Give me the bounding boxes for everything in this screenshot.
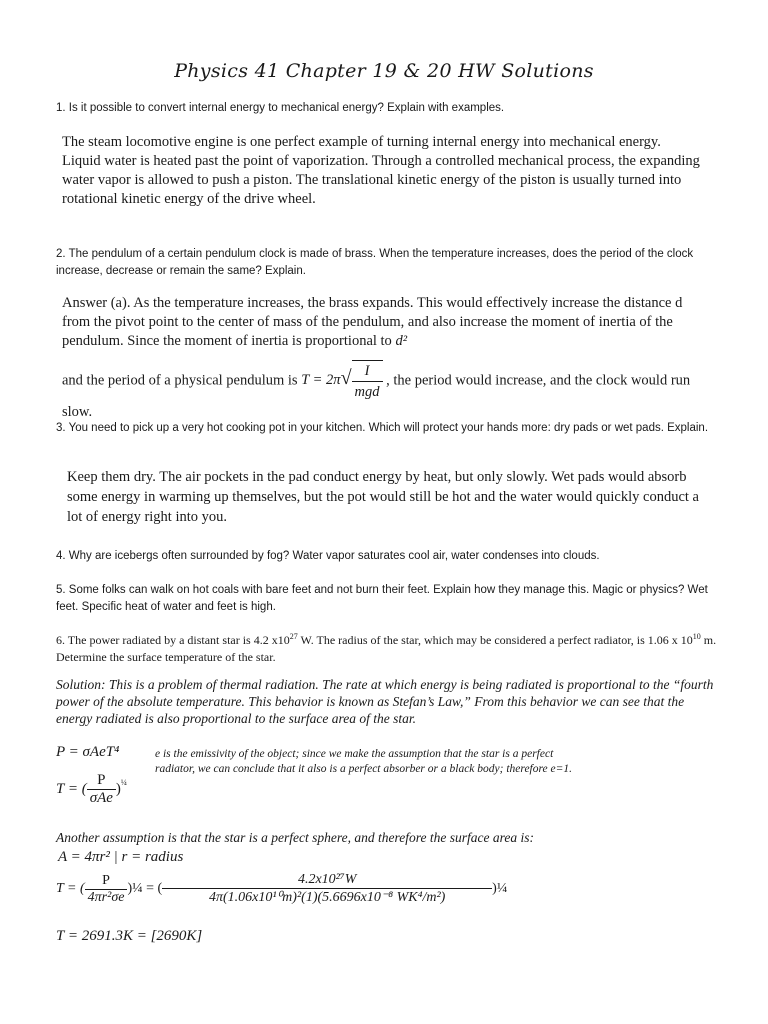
equation-area: A = 4πr² | r = radius (58, 849, 184, 865)
question-4: 4. Why are icebergs often surrounded by fog? Water vapor saturates cool air, water condenses into clouds. (56, 550, 600, 562)
solution-text: Solution: This is a problem of thermal radiation. The rate at which energy is being radiated is proportional to the “fourth power of the absolute temperature. This behavior is known as Stefan’s Law,” From this behavior we can see that the energy radiated is also proportional to the surface area of the star. (56, 677, 714, 726)
answer-1: The steam locomotive engine is one perfect example of turning internal energy into mechanical energy. Liquid water is heated past the point of vaporization. Through a controlled mechanical process, the expanding water vapor is allowed to push a piston. The translational kinetic energy of the piston is usually turned into rotational kinetic energy of the drive wheel. (62, 134, 700, 207)
period-formula: T = 2π√ $\frac{I}{\text{mgd}}$ (301, 372, 386, 388)
answer-2 (62, 294, 702, 351)
assumption-text: Another assumption is that the star is a perfect sphere, and therefore the surface area is: (56, 830, 534, 845)
question-2: 2. The pendulum of a certain pendulum clock is made of brass. When the temperature increases, does the period of the clock increase, decrease or remain the same? Explain. (56, 248, 694, 277)
emissivity-note: e is the emissivity of the object; since we make the assumption that the star is a perfect radiator, we can conclude that it also is a perfect absorber or a black body; therefore e=1. (155, 748, 573, 775)
d-squared: d² (395, 333, 408, 349)
equation-temperature: T = ( $\frac{P}{\text{σAe}}$ )$^{\frac{1}{4}}$ (56, 772, 127, 806)
answer-2-text: Answer (a). As the temperature increases, the brass expands. This would effectively increase the distance d from the pivot point to the center of mass of the pendulum, and also increase the moment of inertia of the pendulum. Since the moment of inertia is proportional to (62, 295, 683, 349)
equation-stefan-law: P = σAeT⁴ (56, 744, 120, 760)
answer-2-tail: , the period would increase, and the clock would run slow. (62, 372, 691, 420)
equation-result: T = 2691.3K = [2690K] (56, 928, 203, 944)
answer-2-lead: and the period of a physical pendulum is (62, 372, 298, 389)
question-5: 5. Some folks can walk on hot coals with bare feet and not burn their feet. Explain how they manage this. Magic or physics? Wet feet. Specific heat of water and feet is high. (56, 584, 708, 613)
question-6: 6. The power radiated by a distant star is 4.2 $x10^{27}$ W. The radius of the star, which may be considered a perfect radiator, is 1.06 x $10^{10}$ m. Determine the surface temperature of the star. (56, 632, 717, 664)
question-3: 3. You need to pick up a very hot cooking pot in your kitchen. Which will protect your hands more: dry pads or wet pads. Explain. (56, 422, 709, 434)
answer-3: Keep them dry. The air pockets in the pad conduct energy by heat, but only slowly. Wet pads would absorb some energy in warming up themselves, but the pot would still be hot and the water would quickly conduct a lot of energy right into you. (67, 469, 699, 525)
equation-substitution: T = ( $\frac{P}{\text{4πr²σe}}$ )¼ = ( $\frac{\text{4.2x10²⁷W}}{\text{4π(1.06x10¹⁰m)²(1)(5.6696x10⁻⁸ WK⁴/m²)}}$ )¼ (56, 872, 508, 905)
answer-2-formula-line (62, 360, 702, 422)
page-title: Physics 41 Chapter 19 & 20 HW Solutions (174, 60, 594, 82)
question-1: 1. Is it possible to convert internal energy to mechanical energy? Explain with examples. (56, 102, 505, 114)
